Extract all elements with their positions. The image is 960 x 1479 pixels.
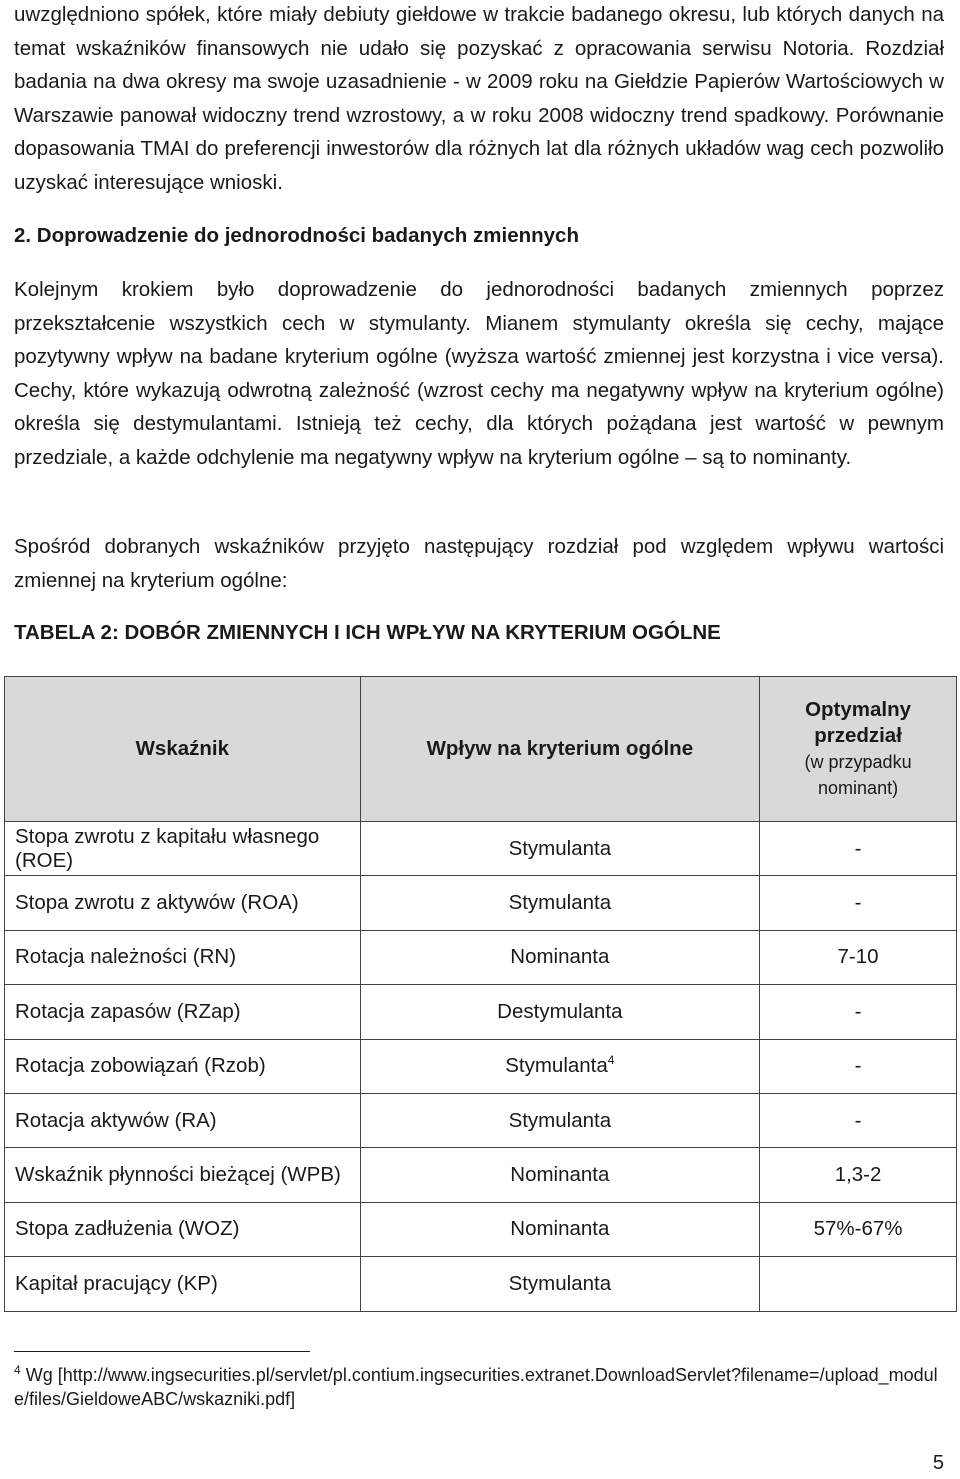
table-row (5, 1257, 957, 1311)
cell-range: - (760, 1093, 957, 1147)
table-row (5, 822, 957, 876)
header-impact (360, 677, 760, 822)
header-impact-label: Wpływ na kryterium ogólne (426, 737, 694, 760)
cell-range: - (760, 822, 957, 876)
table-row (5, 1093, 957, 1147)
cell-range: - (760, 876, 957, 930)
cell-indicator: Rotacja zobowiązań (Rzob) (5, 1039, 361, 1093)
cell-impact: Stymulanta (360, 876, 760, 930)
cell-range: 7-10 (760, 930, 957, 984)
cell-indicator: Stopa zwrotu z kapitału własnego (ROE) (5, 822, 361, 876)
footnote-divider (14, 1351, 310, 1352)
cell-range: - (760, 1039, 957, 1093)
cell-indicator: Rotacja aktywów (RA) (5, 1093, 361, 1147)
cell-impact (360, 1039, 760, 1093)
footnote-ref[interactable]: 4 (607, 1053, 615, 1068)
header-optimal-range-sub: (w przypadku nominant) (804, 752, 912, 798)
cell-indicator: Rotacja należności (RN) (5, 930, 361, 984)
header-optimal-range (760, 677, 957, 822)
cell-impact-text: Stymulanta (505, 1054, 608, 1078)
table-header-row (5, 677, 957, 822)
cell-range: 1,3-2 (760, 1148, 957, 1202)
table-title: TABELA 2: DOBÓR ZMIENNYCH I ICH WPŁYW NA KRYTERIUM OGÓLNE (14, 621, 721, 644)
cell-impact: Nominanta (360, 1202, 760, 1256)
footnote-text[interactable]: Wg [http://www.ingsecurities.pl/servlet/pl.contium.ingsecurities.extranet.DownloadServlet?filename=/upload_module/files/GieldoweABC/wskazniki.pdf] (14, 1365, 938, 1409)
table-row (5, 1148, 957, 1202)
page-number: 5 (932, 1452, 944, 1474)
cell-impact: Nominanta (360, 1148, 760, 1202)
table-row (5, 985, 957, 1039)
cell-impact: Stymulanta (360, 1093, 760, 1147)
header-indicator: Wskaźnik (5, 677, 361, 822)
table-intro-paragraph: Spośród dobranych wskaźników przyjęto następujący rozdział pod względem wpływu wartości zmiennej na kryterium ogólne: (14, 535, 944, 592)
cell-impact: Nominanta (360, 930, 760, 984)
cell-indicator: Stopa zadłużenia (WOZ) (5, 1202, 361, 1256)
cell-indicator: Stopa zwrotu z aktywów (ROA) (5, 876, 361, 930)
footnote (14, 1358, 944, 1411)
table-row (5, 1202, 957, 1256)
header-optimal-range-main: Optymalny przedział (805, 698, 912, 747)
cell-range: 57%-67% (760, 1202, 957, 1256)
cell-impact: Stymulanta (360, 1257, 760, 1311)
cell-indicator: Kapitał pracujący (KP) (5, 1257, 361, 1311)
cell-impact: Stymulanta (360, 822, 760, 876)
table-row (5, 876, 957, 930)
cell-indicator: Rotacja zapasów (RZap) (5, 985, 361, 1039)
cell-impact: Destymulanta (360, 985, 760, 1039)
cell-range (760, 1257, 957, 1311)
indicators-table (4, 676, 957, 1312)
section-heading: 2. Doprowadzenie do jednorodności badanych zmiennych (14, 224, 579, 247)
section-paragraph: Kolejnym krokiem było doprowadzenie do jednorodności badanych zmiennych poprzez przekształcenie wszystkich cech w stymulanty. Mianem stymulanty określa się cechy, mające pozytywny wpływ na badane kryterium ogólne (wyższa wartość zmiennej jest korzystna i vice versa). Cechy, które wykazują odwrotną zależność (wzrost cechy ma negatywny wpływ na kryterium ogólne) określa się destymulantami. Istnieją też cechy, dla których pożądana jest wartość w pewnym przedziale, a każde odchylenie ma negatywny wpływ na kryterium ogólne – są to nominanty. (14, 278, 944, 469)
footnote-number: 4 (14, 1363, 21, 1377)
table-row (5, 930, 957, 984)
cell-range: - (760, 985, 957, 1039)
table-row (5, 1039, 957, 1093)
intro-paragraph: uwzględniono spółek, które miały debiuty giełdowe w trakcie badanego okresu, lub których danych na temat wskaźników finansowych nie udało się pozyskać z opracowania serwisu Notoria. Rozdział badania na dwa okresy ma swoje uzasadnienie - w 2009 roku na Giełdzie Papierów Wartościowych w Warszawie panował widoczny trend wzrostowy, a w roku 2008 widoczny trend spadkowy. Porównanie dopasowania TMAI do preferencji inwestorów dla różnych lat dla różnych układów wag cech pozwoliło uzyskać interesujące wnioski. (14, 3, 944, 194)
cell-indicator: Wskaźnik płynności bieżącej (WPB) (5, 1148, 361, 1202)
